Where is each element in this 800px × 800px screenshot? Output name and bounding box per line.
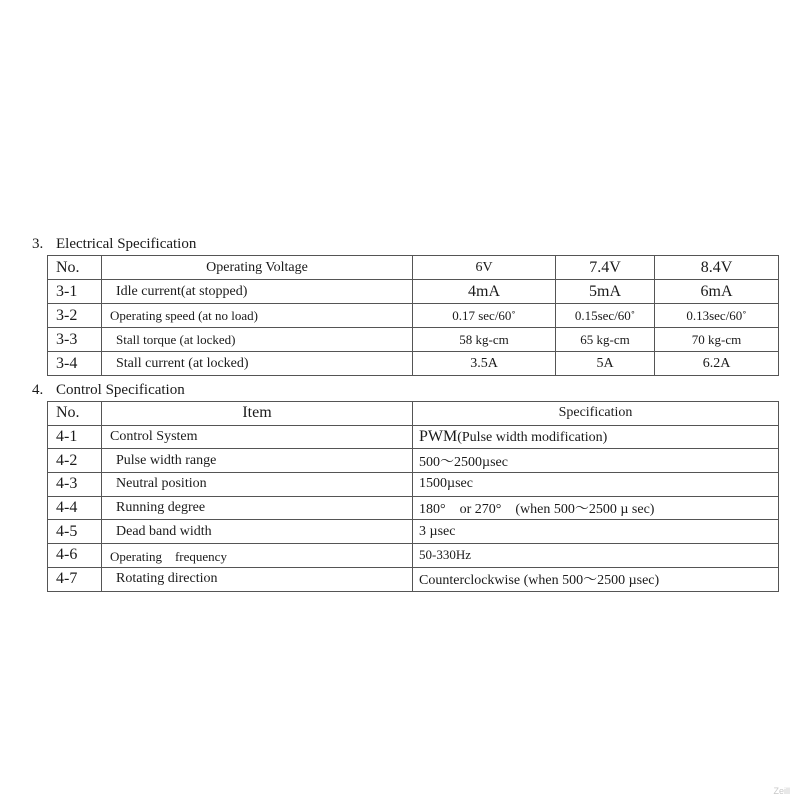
row-no: 4-3 [48, 473, 102, 497]
row-value-7-4v: 0.15sec/60˚ [556, 304, 655, 328]
table-row [48, 425, 779, 449]
table-row [48, 280, 779, 304]
row-no: 4-4 [48, 496, 102, 520]
table-row [48, 496, 779, 520]
table-header-row [48, 256, 779, 280]
table-row [48, 567, 779, 591]
table-header-row [48, 402, 779, 426]
row-item: Stall torque (at locked) [102, 328, 413, 352]
row-no: 4-5 [48, 520, 102, 544]
row-item: Rotating direction [102, 567, 413, 591]
row-value-6v: 4mA [413, 280, 556, 304]
row-item: Dead band width [102, 520, 413, 544]
electrical-spec-table [47, 255, 779, 376]
row-spec-sub: (Pulse width modification) [457, 430, 608, 446]
table-row [48, 352, 779, 376]
table-row [48, 449, 779, 473]
header-voltage-7-4v: 7.4V [556, 256, 655, 280]
row-no: 3-3 [48, 328, 102, 352]
header-operating-voltage: Operating Voltage [102, 256, 413, 280]
header-no: No. [48, 256, 102, 280]
row-value-6v: 58 kg-cm [413, 328, 556, 352]
row-item: Operating frequency [102, 544, 413, 568]
table-row [48, 328, 779, 352]
header-no: No. [48, 402, 102, 426]
table-row [48, 544, 779, 568]
control-spec-table [47, 401, 779, 592]
row-no: 4-6 [48, 544, 102, 568]
row-spec [413, 425, 779, 449]
row-value-7-4v: 65 kg-cm [556, 328, 655, 352]
control-section-number: 4. [32, 382, 44, 398]
row-spec-main: PWM [419, 428, 458, 446]
row-item: Pulse width range [102, 449, 413, 473]
row-spec: 1500µsec [413, 473, 779, 497]
row-spec: 500～2500µsec [413, 449, 779, 473]
row-value-7-4v: 5A [556, 352, 655, 376]
row-item: Running degree [102, 496, 413, 520]
header-item: Item [102, 402, 413, 426]
row-item: Neutral position [102, 473, 413, 497]
row-value-8-4v: 70 kg-cm [655, 328, 779, 352]
row-value-8-4v: 0.13sec/60˚ [655, 304, 779, 328]
table-row [48, 473, 779, 497]
electrical-section-title [32, 235, 196, 253]
row-item: Stall current (at locked) [102, 352, 413, 376]
row-value-6v: 0.17 sec/60˚ [413, 304, 556, 328]
table-row [48, 520, 779, 544]
electrical-section-label: Electrical Specification [56, 236, 197, 252]
control-section-label: Control Specification [56, 382, 185, 398]
control-section-title [32, 381, 185, 399]
row-value-7-4v: 5mA [556, 280, 655, 304]
row-no: 3-2 [48, 304, 102, 328]
row-item: Operating speed (at no load) [102, 304, 413, 328]
row-spec: 3 µsec [413, 520, 779, 544]
table-row [48, 304, 779, 328]
row-item: Idle current(at stopped) [102, 280, 413, 304]
row-value-8-4v: 6.2A [655, 352, 779, 376]
row-no: 3-1 [48, 280, 102, 304]
row-no: 4-1 [48, 425, 102, 449]
row-spec: Counterclockwise (when 500～2500 µsec) [413, 567, 779, 591]
row-value-6v: 3.5A [413, 352, 556, 376]
header-voltage-6v: 6V [413, 256, 556, 280]
header-specification: Specification [413, 402, 779, 426]
row-spec: 180° or 270° (when 500～2500 µ sec) [413, 496, 779, 520]
electrical-section-number: 3. [32, 236, 44, 252]
header-voltage-8-4v: 8.4V [655, 256, 779, 280]
row-item: Control System [102, 425, 413, 449]
row-no: 4-2 [48, 449, 102, 473]
row-no: 4-7 [48, 567, 102, 591]
row-spec: 50-330Hz [413, 544, 779, 568]
watermark-text: Zeill [773, 786, 790, 796]
row-no: 3-4 [48, 352, 102, 376]
row-value-8-4v: 6mA [655, 280, 779, 304]
